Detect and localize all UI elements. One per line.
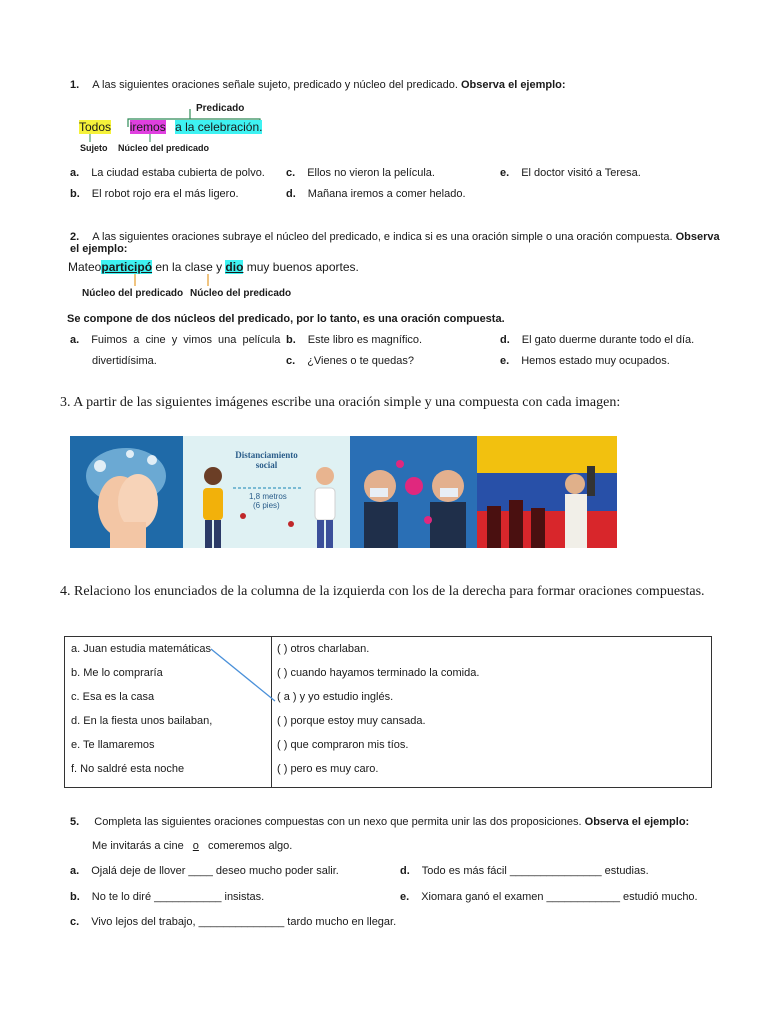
nucleo-highlight: iremos: [129, 120, 166, 134]
distancing-meters: 1,8 metros: [249, 492, 287, 501]
distancing-feet: (6 pies): [253, 501, 280, 510]
ex1-item-c: c. Ellos no vieron la película.: [286, 167, 435, 179]
nucleo-label: Núcleo del predicado: [118, 143, 210, 153]
nucleo-label-2: Núcleo del predicado: [190, 288, 292, 299]
right-item-6[interactable]: ( ) pero es muy caro.: [277, 763, 379, 775]
nucleo-dio: dio: [225, 260, 244, 274]
image-protest: [477, 436, 617, 548]
predicado-label: Predicado: [196, 103, 245, 114]
right-item-5[interactable]: ( ) que compraron mis tíos.: [277, 739, 409, 751]
ex5-item-c: c. Vivo lejos del trabajo, ______________ tardo mucho en llegar.: [70, 916, 397, 928]
ex1-item-b: b. El robot rojo era el más ligero.: [70, 188, 239, 200]
ex1-item-e: e. El doctor visitó a Teresa.: [500, 167, 641, 179]
image-strip: [70, 436, 617, 548]
example-sentence-2: Mateoparticipó en la clase y dio muy buenos aportes.: [68, 260, 359, 274]
right-item-3[interactable]: ( a ) y yo estudio inglés.: [277, 691, 394, 703]
image-masks: [350, 436, 477, 548]
matching-table: [64, 636, 712, 788]
left-item-f: f. No saldré esta noche: [71, 763, 185, 775]
exercise-4-instruction: 4. Relaciono los enunciados de la columna de la izquierda con los de la derecha para formar oraciones compuestas.: [60, 584, 705, 599]
masks-illustration: [350, 436, 477, 548]
ex2-item-e: e. Hemos estado muy ocupados.: [500, 355, 670, 367]
exercise-2-instruction: 2. A las siguientes oraciones subraye el núcleo del predicado, e indica si es una oración simple o una oración compuesta. Observa el ejemplo:: [70, 231, 720, 255]
ex2-item-a-cont: divertidísima.: [92, 355, 157, 367]
ex2-item-b: b. Este libro es magnífico.: [286, 334, 423, 346]
sujeto-label: Sujeto: [80, 143, 108, 153]
left-column: [71, 637, 212, 781]
ex2-item-c: c. ¿Vienes o te quedas?: [286, 355, 415, 367]
ex2-item-a: a. Fuimos a cine y vimos una película: [70, 334, 281, 346]
right-item-2[interactable]: ( ) cuando hayamos terminado la comida.: [277, 667, 480, 679]
conclusion-text: Se compone de dos núcleos del predicado, por lo tanto, es una oración compuesta.: [67, 313, 505, 325]
left-item-a: a. Juan estudia matemáticas: [71, 643, 212, 655]
protest-illustration: [477, 436, 617, 548]
exercise-3-instruction: 3. A partir de las siguientes imágenes escribe una oración simple y una compuesta con cada imagen:: [60, 395, 621, 410]
match-line: [205, 645, 285, 705]
predicado-highlight: a la celebración.: [175, 120, 263, 134]
distancing-title: Distanciamiento social: [235, 450, 298, 470]
sujeto-highlight: Todos: [79, 120, 112, 134]
left-item-e: e. Te llamaremos: [71, 739, 155, 751]
ex5-item-b: b. No te lo diré ___________ insistas.: [70, 891, 265, 903]
left-item-c: c. Esa es la casa: [71, 691, 155, 703]
image-social-distancing: [183, 436, 350, 548]
ex1-item-d: d. Mañana iremos a comer helado.: [286, 188, 466, 200]
right-column: [277, 637, 479, 781]
example-sentence-1: [79, 120, 262, 134]
right-item-1[interactable]: ( ) otros charlaban.: [277, 643, 370, 655]
ex5-item-a: a. Ojalá deje de llover ____ deseo mucho poder salir.: [70, 865, 339, 877]
ex2-item-d: d. El gato duerme durante todo el día.: [500, 334, 695, 346]
nucleo-pointers: [100, 274, 240, 288]
handwashing-illustration: [70, 436, 183, 548]
exercise-1-instruction: 1. A las siguientes oraciones señale sujeto, predicado y núcleo del predicado. Observa el ejemplo:: [70, 79, 566, 91]
ex5-example: Me invitarás a cine o comeremos algo.: [92, 840, 293, 852]
ex1-item-a: a. La ciudad estaba cubierta de polvo.: [70, 167, 265, 179]
left-item-b: b. Me lo compraría: [71, 667, 163, 679]
nucleo-label-1: Núcleo del predicado: [82, 288, 184, 299]
right-item-4[interactable]: ( ) porque estoy muy cansada.: [277, 715, 426, 727]
exercise-5-instruction: 5. Completa las siguientes oraciones compuestas con un nexo que permita unir las dos proposiciones. Observa el ejemplo:: [70, 816, 690, 828]
left-item-d: d. En la fiesta unos bailaban,: [71, 715, 213, 727]
image-handwashing: [70, 436, 183, 548]
nucleo-participo: participó: [101, 260, 153, 274]
ex5-item-e: e. Xiomara ganó el examen ____________ estudió mucho.: [400, 891, 698, 903]
ex5-item-d: d. Todo es más fácil _______________ estudias.: [400, 865, 649, 877]
